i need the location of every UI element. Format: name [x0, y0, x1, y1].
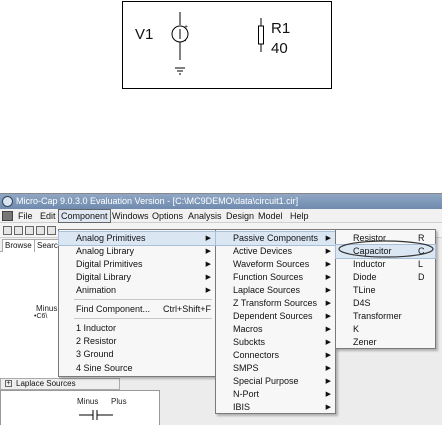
menu-n-port[interactable]: N-Port ▶ [233, 389, 331, 399]
menu-subckts[interactable]: Subckts ▶ [233, 337, 331, 347]
tab-browse[interactable]: Browse [2, 239, 35, 252]
menu-help[interactable]: Help [290, 211, 309, 221]
menu-smps[interactable]: SMPS ▶ [233, 363, 331, 373]
menu-animation[interactable]: Animation ▶ [76, 285, 211, 295]
menu-diode[interactable]: Diode D [353, 272, 425, 282]
source-label: V1 [135, 26, 154, 43]
save-icon[interactable] [25, 226, 34, 235]
menu-inductor[interactable]: Inductor L [353, 259, 424, 269]
menu-recent-inductor[interactable]: 1 Inductor [76, 323, 117, 333]
menu-windows[interactable]: Windows [112, 211, 149, 221]
menu-macros[interactable]: Macros ▶ [233, 324, 331, 334]
menu-recent-ground[interactable]: 3 Ground [76, 349, 114, 359]
menu-analysis[interactable]: Analysis [188, 211, 222, 221]
menu-analog-library[interactable]: Analog Library ▶ [76, 246, 211, 256]
menu-recent-sine-source[interactable]: 4 Sine Source [76, 363, 133, 373]
document-icon[interactable] [2, 211, 13, 221]
menu-bar [0, 209, 442, 223]
menu-design[interactable]: Design [226, 211, 255, 221]
capacitor-symbol-icon [1, 391, 161, 425]
menu-find-component[interactable]: Find Component... Ctrl+Shift+F [76, 304, 212, 314]
svg-text:+: + [184, 24, 189, 31]
menu-transformer[interactable]: Transformer [353, 311, 402, 321]
menu-zener[interactable]: Zener [353, 337, 377, 347]
schematic-drawing [123, 2, 333, 90]
app-icon [2, 196, 13, 207]
component-preview [0, 390, 160, 425]
menu-component[interactable]: Component [58, 209, 111, 223]
component-browser-panel [0, 238, 60, 378]
menu-analog-primitives[interactable]: Analog Primitives ▶ [59, 232, 215, 245]
window-title: Micro-Cap 9.0.3.0 Evaluation Version - [C:\MC9DEMO\data\circuit1.cir] [16, 196, 299, 206]
menu-resistor[interactable]: Resistor R [353, 233, 425, 243]
panel-minus-label: Minus [36, 304, 58, 313]
resistor-value: 40 [271, 40, 288, 57]
menu-special-purpose[interactable]: Special Purpose ▶ [233, 376, 331, 386]
menu-tline[interactable]: TLine [353, 285, 376, 295]
menu-digital-primitives[interactable]: Digital Primitives ▶ [76, 259, 211, 269]
browser-tabs [0, 238, 60, 252]
resistor-name: R1 [271, 20, 291, 37]
menu-z-transform-sources[interactable]: Z Transform Sources ▶ [233, 298, 331, 308]
svg-text:-: - [184, 38, 187, 45]
component-menu-tail [58, 362, 216, 377]
capacitor-highlight-ellipse [336, 239, 436, 259]
menu-laplace-sources[interactable]: Laplace Sources ▶ [233, 285, 331, 295]
menu-active-devices[interactable]: Active Devices ▶ [233, 246, 331, 256]
analog-primitives-menu [215, 229, 336, 414]
menu-ibis[interactable]: IBIS ▶ [233, 402, 331, 412]
laplace-label: Laplace Sources [16, 379, 76, 388]
preview-plus-label: Plus [111, 397, 127, 406]
preview-minus-label: Minus [77, 397, 99, 406]
menu-model[interactable]: Model [258, 211, 283, 221]
menu-dependent-sources[interactable]: Dependent Sources ▶ [233, 311, 331, 321]
component-menu [58, 229, 216, 363]
toolbar-tool-icon[interactable] [47, 226, 56, 235]
menu-digital-library[interactable]: Digital Library ▶ [76, 272, 211, 282]
title-bar [0, 194, 442, 209]
menu-separator [74, 318, 212, 319]
panel-symbol-label: •C6\ [34, 313, 48, 320]
expand-icon[interactable]: + [6, 380, 11, 388]
new-file-icon[interactable] [3, 226, 12, 235]
menu-separator [74, 299, 212, 300]
laplace-sources-group[interactable] [0, 378, 120, 390]
print-icon[interactable] [36, 226, 45, 235]
menu-options[interactable]: Options [152, 211, 184, 221]
menu-capacitor[interactable]: Capacitor C [336, 245, 435, 258]
menu-waveform-sources[interactable]: Waveform Sources ▶ [233, 259, 331, 269]
menu-connectors[interactable]: Connectors ▶ [233, 350, 331, 360]
menu-file[interactable]: File [18, 211, 33, 221]
schematic-figure [122, 1, 332, 89]
menu-edit[interactable]: Edit [40, 211, 56, 221]
menu-d4s[interactable]: D4S [353, 298, 371, 308]
open-folder-icon[interactable] [14, 226, 23, 235]
menu-recent-resistor[interactable]: 2 Resistor [76, 336, 117, 346]
menu-k[interactable]: K [353, 324, 360, 334]
tab-search[interactable]: Searc [34, 239, 61, 252]
menu-function-sources[interactable]: Function Sources ▶ [233, 272, 331, 282]
menu-passive-components[interactable]: Passive Components ▶ [216, 232, 335, 245]
